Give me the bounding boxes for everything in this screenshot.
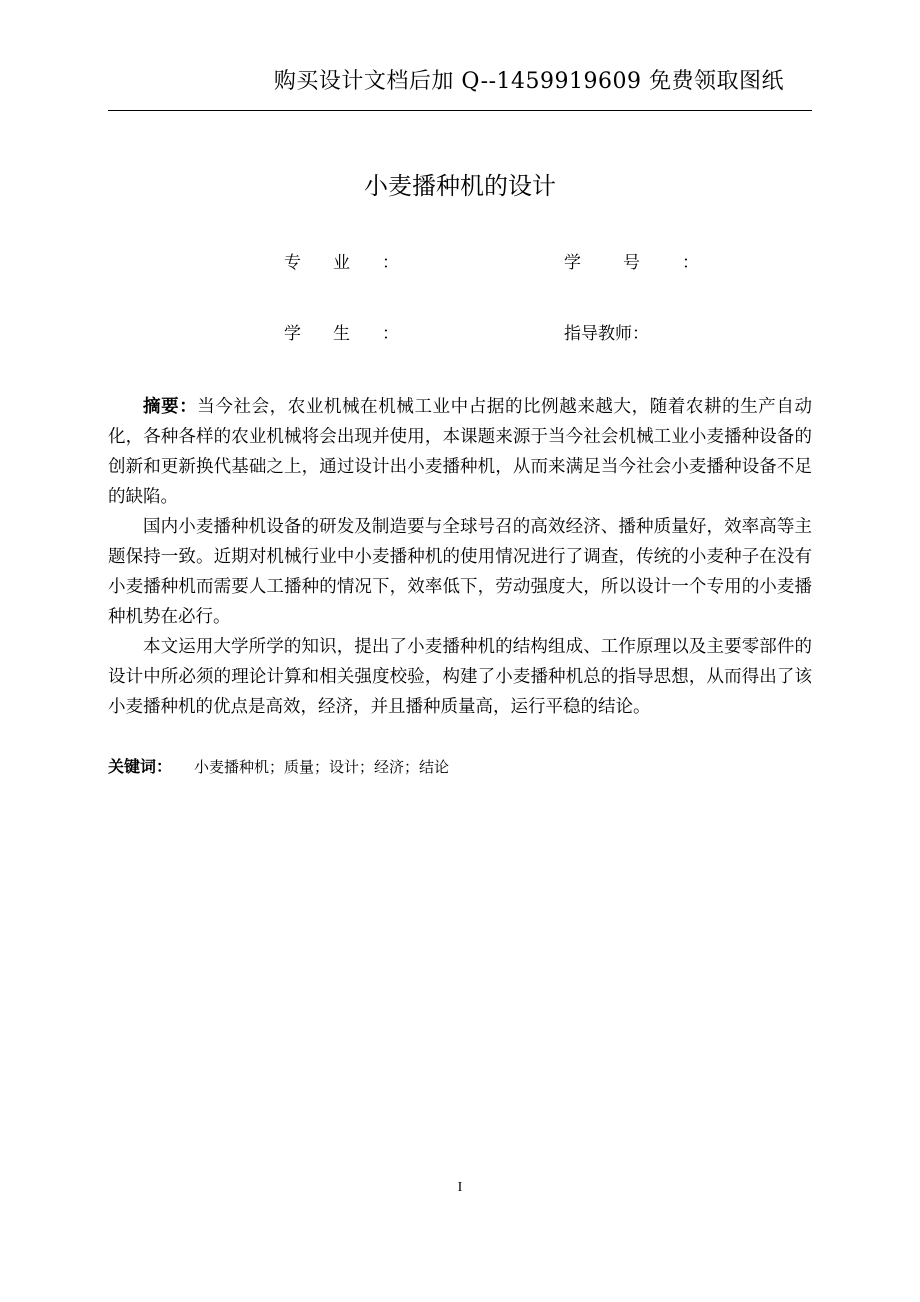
abstract-label: 摘要： <box>143 397 198 417</box>
abstract-section <box>108 392 812 722</box>
header-divider <box>108 110 812 111</box>
student-field-label: 学生： <box>284 324 431 344</box>
keywords-line <box>108 754 812 780</box>
document-title: 小麦播种机的设计 <box>364 172 556 200</box>
abstract-paragraph-text: 当今社会，农业机械在机械工业中占据的比例越来越大，随着农耕的生产自动化，各种各样的农业机械将会出现并使用，本课题来源于当今社会机械工业小麦播种设备的创新和更新换代基础之上，通过设计出小麦播种机，从而来满足当今社会小麦播种设备不足的缺陷。 <box>108 397 813 507</box>
header-note: 购买设计文档后加 Q--1459919609 免费领取图纸 <box>273 69 784 94</box>
advisor-field-label: 指导教师： <box>564 324 649 344</box>
abstract-paragraph <box>108 392 812 512</box>
abstract-paragraph: 本文运用大学所学的知识，提出了小麦播种机的结构组成、工作原理以及主要零部件的设计中所必须的理论计算和相关强度校验，构建了小麦播种机总的指导思想，从而得出了该小麦播种机的优点是高效，经济，并且播种质量高，运行平稳的结论。 <box>108 637 812 717</box>
student-id-field-label: 学号： <box>564 253 741 273</box>
keywords-values: 小麦播种机；质量；设计；经济；结论 <box>194 758 450 776</box>
page-number: I <box>457 1180 463 1195</box>
major-field-label: 专业： <box>284 253 431 273</box>
abstract-paragraph: 国内小麦播种机设备的研发及制造要与全球号召的高效经济、播种质量好，效率高等主题保持一致。近期对机械行业中小麦播种机的使用情况进行了调查，传统的小麦种子在没有小麦播种机而需要人工播种的情况下，效率低下，劳动强度大，所以设计一个专用的小麦播种机势在必行。 <box>108 517 812 627</box>
keywords-label: 关键词： <box>108 757 173 776</box>
